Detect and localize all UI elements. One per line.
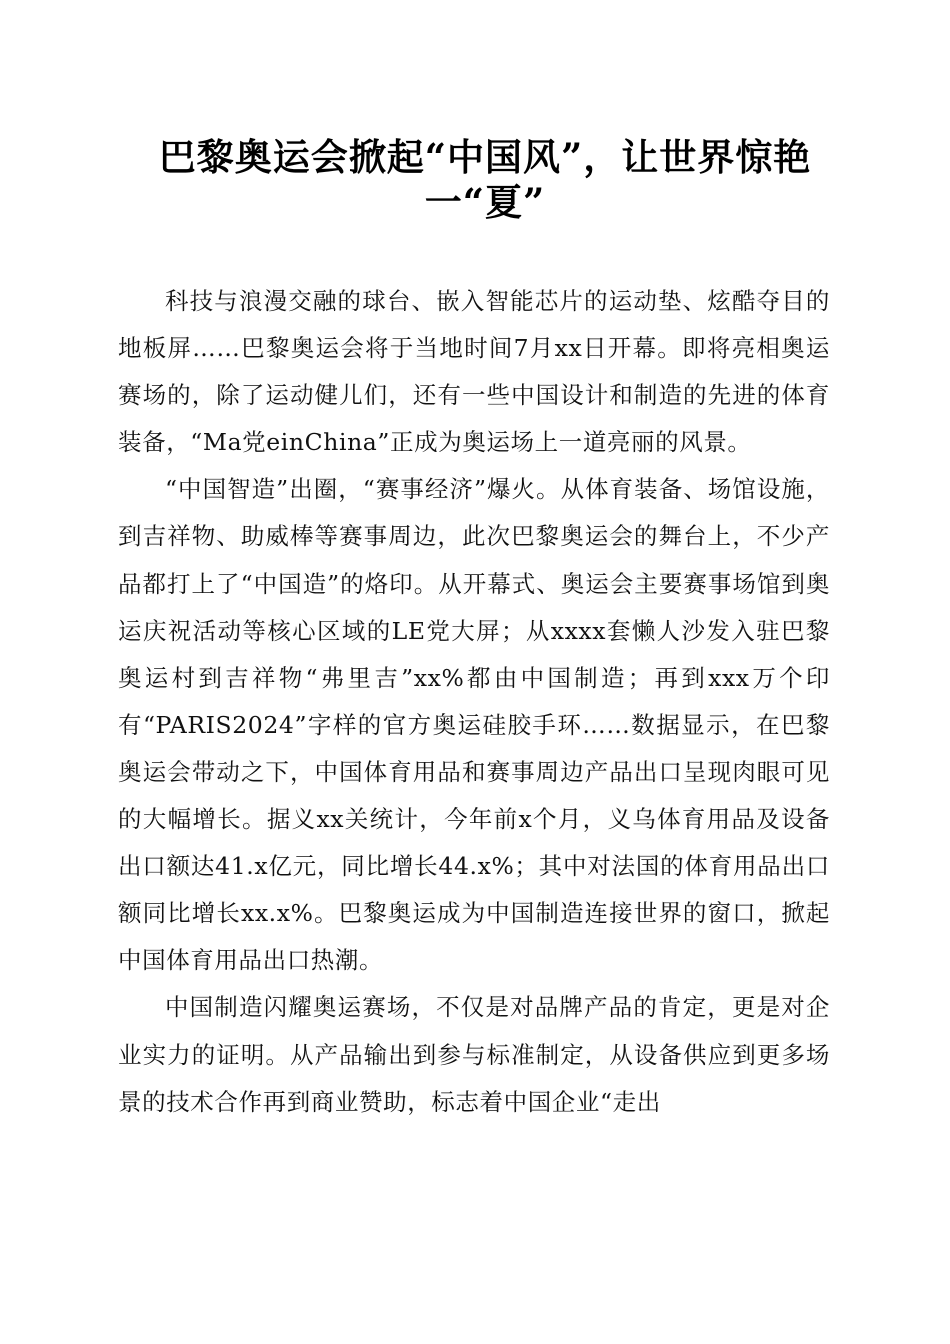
- document-body: [118, 278, 830, 1126]
- paragraph-3: 中国制造闪耀奥运赛场，不仅是对品牌产品的肯定，更是对企业实力的证明。从产品输出到参与标准制定，从设备供应到更多场景的技术合作再到商业赞助，标志着中国企业“走出: [118, 993, 830, 1116]
- paragraph-2: “中国智造”出圈，“赛事经济”爆火。从体育装备、场馆设施，到吉祥物、助威棒等赛事周边，此次巴黎奥运会的舞台上，不少产品都打上了“中国造”的烙印。从开幕式、奥运会主要赛事场馆到奥运庆祝活动等核心区域的LE党大屏；从xxxx套懒人沙发入驻巴黎奥运村到吉祥物“弗里吉”xx%都由中国制造；再到xxx万个印有“PARIS2024”字样的官方奥运硅胶手环……数据显示，在巴黎奥运会带动之下，中国体育用品和赛事周边产品出口呈现肉眼可见的大幅增长。据义xx关统计，今年前x个月，义乌体育用品及设备出口额达41.x亿元，同比增长44.x%；其中对法国的体育用品出口额同比增长xx.x%。巴黎奥运成为中国制造连接世界的窗口，掀起中国体育用品出口热潮。: [118, 475, 830, 975]
- document-title: 巴黎奥运会掀起“中国风”，让世界惊艳一“夏”: [158, 135, 812, 224]
- paragraph-1: 科技与浪漫交融的球台、嵌入智能芯片的运动垫、炫酷夺目的地板屏……巴黎奥运会将于当地时间7月xx日开幕。即将亮相奥运赛场的，除了运动健儿们，还有一些中国设计和制造的先进的体育装备，“Ma党einChina”正成为奥运场上一道亮丽的风景。: [118, 287, 830, 457]
